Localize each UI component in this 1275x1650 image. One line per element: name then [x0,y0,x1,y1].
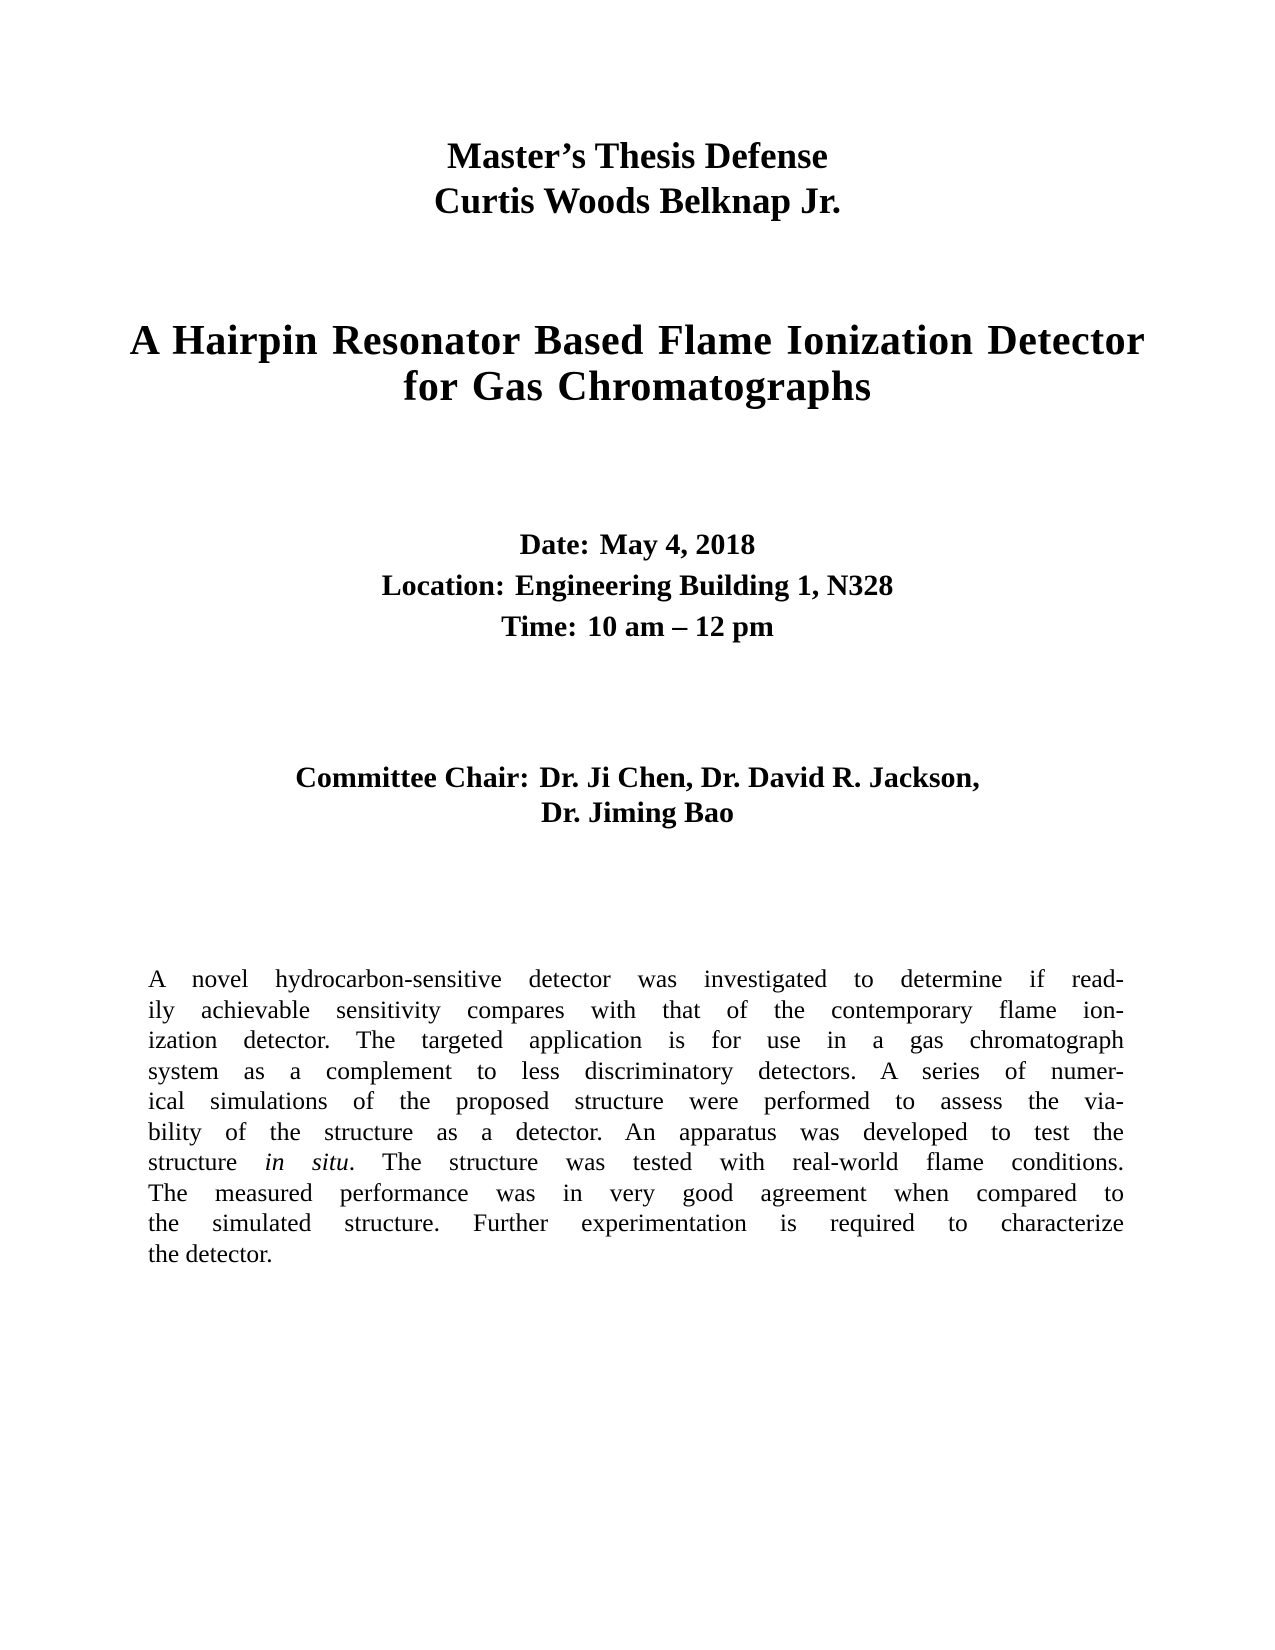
abstract-text-segment: A novel hydrocarbon-sensitive detector was investigated to determine if read- [148,964,1124,993]
abstract-text-segment: the detector. [148,1238,273,1268]
abstract-line [148,964,1124,995]
committee-section [0,760,1275,830]
detail-date [0,524,1275,565]
time-value: 10 am – 12 pm [587,610,774,643]
abstract-text-segment: ization detector. The targeted application is for use in a gas chromatograph [148,1025,1124,1054]
committee-line-1 [0,760,1275,795]
location-label: Location: [381,569,505,602]
abstract-line [148,1056,1124,1087]
detail-location [0,565,1275,606]
abstract-text-segment: structure [148,1147,265,1176]
abstract-text-segment: ical simulations of the proposed structure were performed to assess the via- [148,1086,1124,1115]
thesis-title [0,318,1275,410]
abstract-text-segment: bility of the structure as a detector. An apparatus was developed to test the [148,1116,1124,1146]
event-type-heading: Master’s Thesis Defense [447,136,828,177]
thesis-title-line-2: for Gas Chromatographs [403,364,872,410]
abstract-text-segment: system as a complement to less discriminatory detectors. A series of numer- [148,1055,1124,1085]
abstract-text-segment: the simulated structure. Further experimentation is required to characterize [148,1208,1124,1237]
abstract-line [148,1208,1124,1239]
document-header [0,134,1275,224]
abstract-text-segment: ily achievable sensitivity compares with that of the contemporary flame ion- [148,994,1124,1024]
abstract-line [148,1178,1124,1209]
abstract-line [148,1086,1124,1117]
abstract-line [148,1239,1124,1270]
abstract-line [148,1117,1124,1148]
abstract-line [148,995,1124,1026]
abstract-italic-segment: in situ [264,1147,349,1176]
committee-line-2 [0,795,1275,830]
abstract-line [148,1025,1124,1056]
date-label: Date: [519,528,590,561]
abstract-text-segment: . The structure was tested with real-world flame conditions. [348,1147,1124,1176]
abstract-paragraph [148,964,1124,1269]
detail-time [0,606,1275,647]
committee-members-line-1: Dr. Ji Chen, Dr. David R. Jackson, [539,761,980,794]
location-value: Engineering Building 1, N328 [514,569,894,602]
committee-members-line-2: Dr. Jiming Bao [540,796,735,829]
committee-label: Committee Chair: [295,761,530,794]
abstract-line [148,1147,1124,1178]
date-value: May 4, 2018 [599,528,756,561]
abstract-text-segment: The measured performance was in very good agreement when compared to [148,1177,1124,1207]
time-label: Time: [501,610,578,643]
author-name: Curtis Woods Belknap Jr. [433,181,842,222]
thesis-title-line-1: A Hairpin Resonator Based Flame Ionization Detector [129,318,1146,364]
event-details [0,524,1275,647]
